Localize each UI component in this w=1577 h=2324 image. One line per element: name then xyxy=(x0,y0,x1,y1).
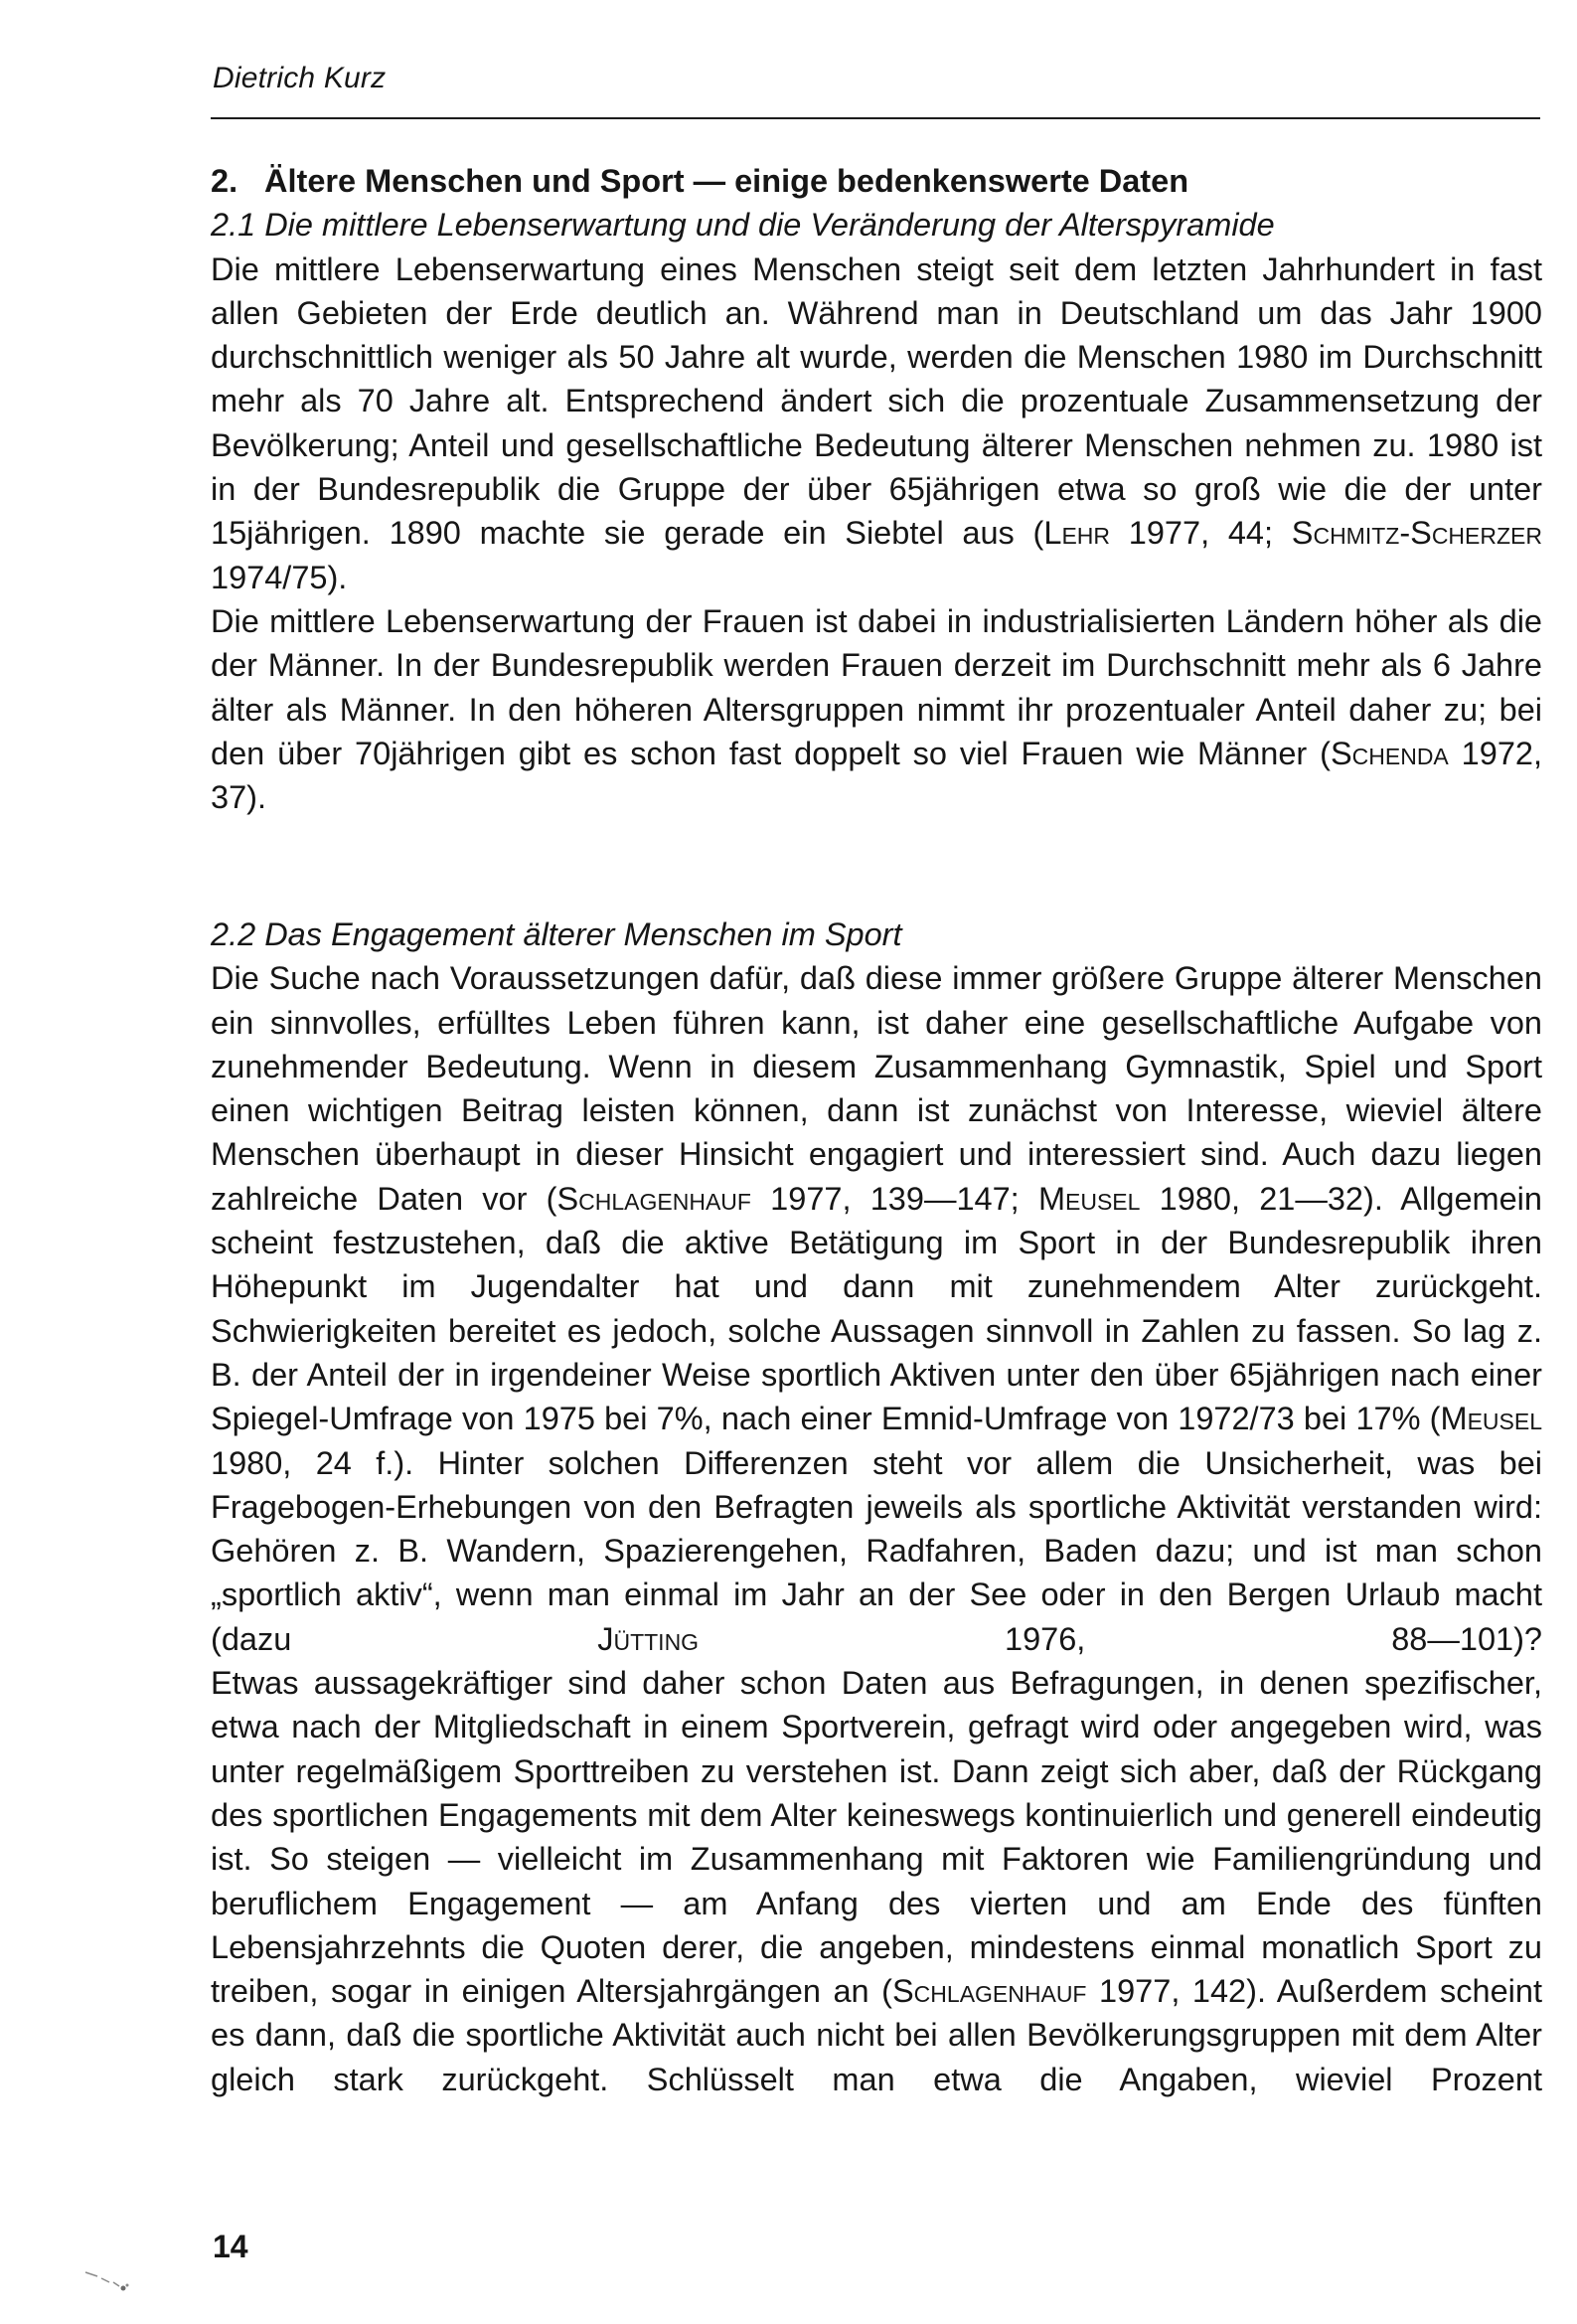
section-2-1-block xyxy=(211,159,1542,819)
subsection-heading-2-1: 2.1 Die mittlere Lebenserwartung und die Veränderung der Alterspyramide xyxy=(211,207,1275,244)
subsection-heading-2-2: 2.2 Das Engagement älterer Menschen im Sport xyxy=(211,916,902,952)
section-title: Ältere Menschen und Sport — einige bedenkenswerte Daten xyxy=(264,163,1189,199)
paragraph: Die mittlere Lebenserwartung eines Menschen steigt seit dem letzten Jahrhundert in fast allen Gebieten der Erde deutlich an. Während man in Deutschland um das Jahr 1900 durchschnittlich weniger als 50 Jahre alt wurde, werden die Menschen 1980 im Durchschnitt mehr als 70 Jahre alt. Entsprechend ändert sich die prozentuale Zusammensetzung der Bevölkerung; Anteil und gesellschaftliche Bedeutung älterer Menschen nehmen zu. 1980 ist in der Bundesrepublik die Gruppe der über 65jährigen etwa so groß wie die der unter 15jährigen. 1890 machte sie gerade ein Siebtel aus (Lehr 1977, 44; Schmitz-Scherzer 1974/75). xyxy=(211,250,1542,595)
running-head-author: Dietrich Kurz xyxy=(213,62,387,94)
author-citation: Meusel xyxy=(1037,1180,1141,1217)
author-citation: Schlagenhauf xyxy=(892,1973,1087,2010)
paragraph: Die mittlere Lebenserwartung der Frauen ist dabei in industrialisierten Ländern höher als die der Männer. In der Bundesrepublik werden Frauen derzeit im Durchschnitt mehr als 6 Jahre älter als Männer. In den höheren Altersgruppen nimmt ihr prozentualer Anteil daher zu; bei den über 70jährigen gibt es schon fast doppelt so viel Frauen wie Männer (Schenda 1972, 37). xyxy=(211,602,1543,816)
section-number: 2. xyxy=(211,163,238,199)
author-citation: Lehr xyxy=(1043,515,1111,552)
author-citation: Meusel xyxy=(1440,1401,1542,1437)
section-heading xyxy=(211,159,1542,203)
author-citation: Schenda xyxy=(1330,735,1449,771)
scan-smudge-mark xyxy=(79,2264,139,2294)
author-citation: Schlagenhauf xyxy=(556,1180,751,1217)
author-citation: Jütting xyxy=(597,1620,700,1657)
author-citation: Schmitz-Scherzer xyxy=(1291,515,1542,552)
header-rule xyxy=(211,117,1540,119)
paragraph: Die Suche nach Voraussetzungen dafür, daß diese immer größere Gruppe älterer Menschen ein sinnvolles, erfülltes Leben führen kann, ist daher eine gesellschaftliche Aufgabe von zunehmender Bedeutung. Wenn in diesem Zusammenhang Gymnastik, Spiel und Sport einen wichtigen Beitrag leisten können, dann ist zunächst von Interesse, wieviel ältere Menschen überhaupt in dieser Hinsicht engagiert und interessiert sind. Auch dazu liegen zahlreiche Daten vor (Schlagenhauf 1977, 139—147; Meusel 1980, 21—32). Allgemein scheint festzustehen, daß die aktive Betätigung im Sport in der Bundesrepublik ihren Höhepunkt im Jugendalter hat und dann mit zunehmendem Alter zurückgeht. Schwierigkeiten bereitet es jedoch, solche Aussagen sinnvoll in Zahlen zu fassen. So lag z. B. der Anteil der in irgendeiner Weise sportlich Aktiven unter den über 65jährigen nach einer Spiegel-Umfrage von 1975 bei 7%, nach einer Emnid-Umfrage von 1972/73 bei 17% (Meusel 1980, 24 f.). Hinter solchen Differenzen steht vor allem die Unsicherheit, was bei Fragebogen-Erhebungen von den Befragten jeweils als sportliche Aktivität verstanden wird: Gehören z. B. Wandern, Spazierengehen, Radfahren, Baden dazu; und ist man schon „sportlich aktiv“, wenn man einmal im Jahr an der See oder in den Bergen Urlaub macht (dazu Jütting 1976, 88—101)? xyxy=(211,960,1542,1657)
section-2-2-block xyxy=(211,913,1542,2101)
page-number: 14 xyxy=(213,2229,248,2264)
paragraph: Etwas aussagekräftiger sind daher schon Daten aus Befragungen, in denen spezifischer, etwa nach der Mitgliedschaft in einem Sportverein, gefragt wird oder angegeben wird, was unter regelmäßigem Sporttreiben zu verstehen ist. Dann zeigt sich aber, daß der Rückgang des sportlichen Engagements mit dem Alter keineswegs kontinuierlich und generell eindeutig ist. So steigen — vielleicht im Zusammenhang mit Faktoren wie Familiengründung und beruflichem Engagement — am Anfang des vierten und am Ende des fünften Lebensjahrzehnts die Quoten derer, die angeben, mindestens einmal monatlich Sport zu treiben, sogar in einigen Altersjahrgängen an (Schlagenhauf 1977, 142). Außerdem scheint es dann, daß die sportliche Aktivität auch nicht bei allen Bevölkerungsgruppen mit dem Alter gleich stark zurückgeht. Schlüsselt man etwa die Angaben, wieviel Prozent xyxy=(211,1665,1542,2097)
